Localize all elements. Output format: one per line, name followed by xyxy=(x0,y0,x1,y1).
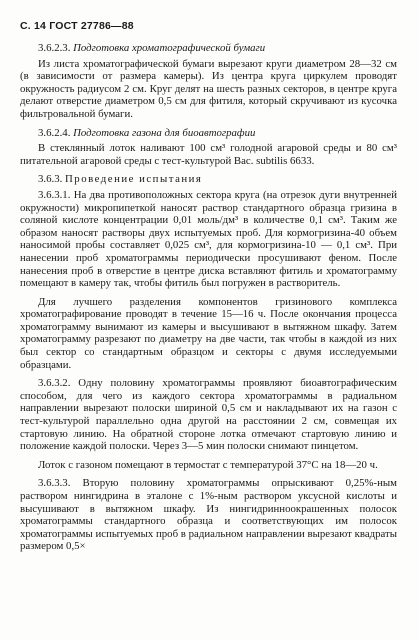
section-heading-lawn: 3.6.2.4. Подготовка газона для биоавтографии xyxy=(38,126,256,139)
paragraph-bioautography: 3.6.3.2. Одну половину хроматограммы проявляют биоавтографическим способом, для чего из каждого сектора хроматограммы в радиальном направлении вырезают полоски шириной 0,5 см и накладывают их на газон с тест-культурой параллельно одна другой на расстоянии 2 см, совмещая их стартовую линию. На обратной стороне лотка отмечают стартовую линию и положение каждой полоски. Через 3—5 мин полоски снимают пинцетом. xyxy=(20,377,397,453)
paragraph-separation: Для лучшего разделения компонентов гризинового комплекса хроматографирование проводят в течение 15—16 ч. После окончания процесса хроматограмму вынимают из камеры и высушивают в вытяжном шкафу. Затем хроматограмму разрезают по диаметру на две части, так чтобы в каждой из них был сектор со стандартным образцом и секторы с двумя исследуемыми образцами. xyxy=(20,295,397,371)
page-header: С. 14 ГОСТ 27786—88 xyxy=(20,20,134,32)
paragraph-lawn: В стеклянный лоток наливают 100 см³ голодной агаровой среды и 80 см³ питательной агаровой среды с тест-культурой Bac. subtilis 6633. xyxy=(20,142,397,167)
paragraph-thermostat: Лоток с газоном помещают в термостат с температурой 37°С на 18—20 ч. xyxy=(38,458,378,471)
section-heading-paper: 3.6.2.3. Подготовка хроматографической бумаги xyxy=(38,42,266,54)
section-heading-test: 3.6.3. Проведение испытания xyxy=(38,173,203,186)
paragraph-paper: Из листа хроматографической бумаги вырезают круги диаметром 28—32 см (в зависимости от размера камеры). Из центра круга циркулем проводят окружность радиусом 2 см. Круг делят на шесть разных секторов, в центре круга делают отверстие диаметром 0,5 см для фитиля, который скручивают из кусочка фильтровальной бумаги. xyxy=(20,57,397,120)
paragraph-test-1: 3.6.3.1. На два противоположных сектора круга (на отрезок дуги внутренней окружности) микропипеткой наносят раствор стандартного образца гризина в соляной кислоте концентрации 0,01 моль/дм³ в количестве 0,1 см³. Таким же образом наносят растворы двух испытуемых проб. Для кормогризина-40 объем наносимой пробы составляет 0,025 см³, для кормогризина-10 — 0,1 см³. При нанесении проб хроматограммы периодически просушивают феном. После нанесения проб в отверстие в центре диска вставляют фитиль и хроматограмму помещают в камеру так, чтобы фитиль был погружен в растворитель. xyxy=(20,188,397,290)
paragraph-ninhydrin: 3.6.3.3. Вторую половину хроматограммы опрыскивают 0,25%-ным раствором нингидрина в эталоне с 1%-ным раствором уксусной кислоты и высушивают в вытяжном шкафу. Из нингидринноокрашенных полосок хроматограммы стандартного образца и соответствующих им полосок хроматограммы испытуемых проб в радиальном направлении вырезают квадраты размером 0,5× xyxy=(20,477,397,553)
